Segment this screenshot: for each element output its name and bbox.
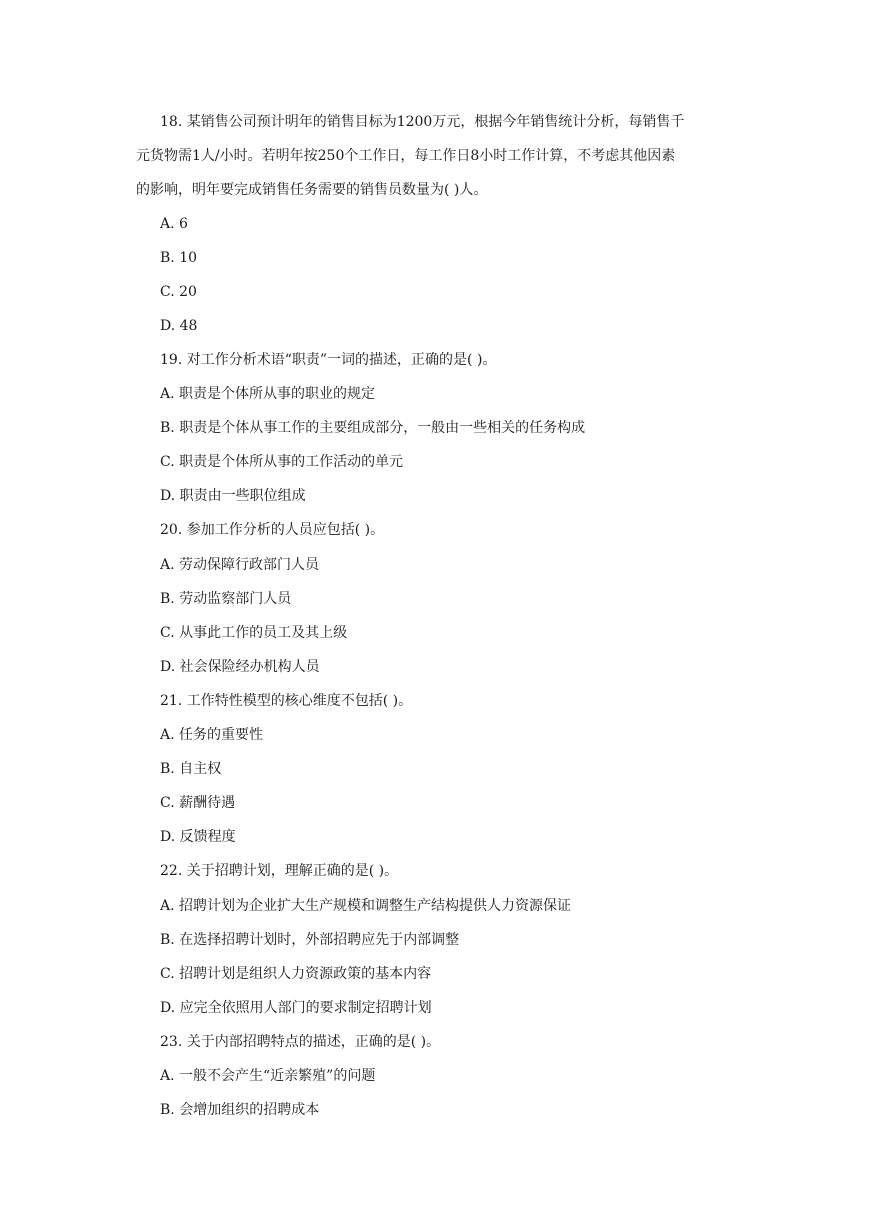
question-21-option-d: D. 反馈程度 xyxy=(160,829,236,845)
question-22-option-c: C. 招聘计划是组织人力资源政策的基本内容 xyxy=(160,966,432,982)
question-21-option-a: A. 任务的重要性 xyxy=(160,727,264,743)
question-18-option-a: A. 6 xyxy=(160,216,188,232)
question-20-option-c: C. 从事此工作的员工及其上级 xyxy=(160,625,348,641)
question-22-stem: 22. 关于招聘计划，理解正确的是( )。 xyxy=(160,863,399,879)
question-18-line-2: 元货物需1人/小时。若明年按250个工作日，每工作日8小时工作计算，不考虑其他因素 xyxy=(136,148,676,164)
question-18-option-c: C. 20 xyxy=(160,284,197,300)
question-18-option-b: B. 10 xyxy=(160,250,198,266)
question-23-stem: 23. 关于内部招聘特点的描述，正确的是( )。 xyxy=(160,1034,441,1050)
question-19-option-d: D. 职责由一些职位组成 xyxy=(160,488,306,504)
question-19-option-b: B. 职责是个体从事工作的主要组成部分，一般由一些相关的任务构成 xyxy=(160,420,586,436)
question-21-option-c: C. 薪酬待遇 xyxy=(160,795,236,811)
question-19-option-c: C. 职责是个体所从事的工作活动的单元 xyxy=(160,454,404,470)
question-21-stem: 21. 工作特性模型的核心维度不包括( )。 xyxy=(160,693,413,709)
question-20-stem: 20. 参加工作分析的人员应包括( )。 xyxy=(160,522,385,538)
question-20-option-b: B. 劳动监察部门人员 xyxy=(160,591,292,607)
question-23-option-a: A. 一般不会产生“近亲繁殖”的问题 xyxy=(160,1068,376,1084)
question-22-option-b: B. 在选择招聘计划时，外部招聘应先于内部调整 xyxy=(160,932,460,948)
question-20-option-d: D. 社会保险经办机构人员 xyxy=(160,659,320,675)
question-18-line-1: 18. 某销售公司预计明年的销售目标为1200万元，根据今年销售统计分析，每销售千 xyxy=(160,114,685,130)
question-20-option-a: A. 劳动保障行政部门人员 xyxy=(160,557,320,573)
question-22-option-a: A. 招聘计划为企业扩大生产规模和调整生产结构提供人力资源保证 xyxy=(160,898,572,914)
question-18-line-3: 的影响，明年要完成销售任务需要的销售员数量为( )人。 xyxy=(136,182,488,198)
question-19-option-a: A. 职责是个体所从事的职业的规定 xyxy=(160,386,376,402)
question-18-option-d: D. 48 xyxy=(160,318,198,334)
question-21-option-b: B. 自主权 xyxy=(160,761,222,777)
question-23-option-b: B. 会增加组织的招聘成本 xyxy=(160,1102,320,1118)
question-19-stem: 19. 对工作分析术语“职责”一词的描述，正确的是( )。 xyxy=(160,352,497,368)
question-22-option-d: D. 应完全依照用人部门的要求制定招聘计划 xyxy=(160,1000,432,1016)
